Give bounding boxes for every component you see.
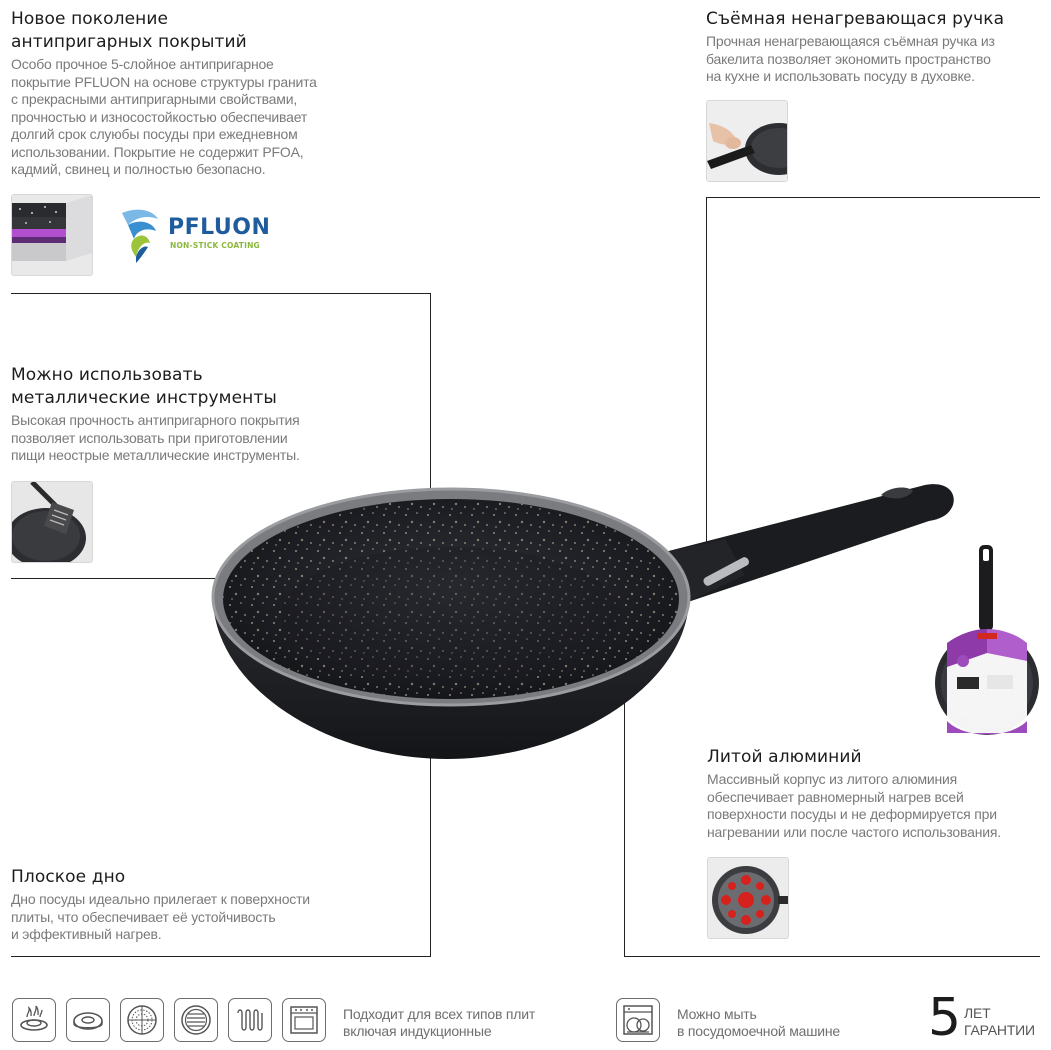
electric-plate-icon (66, 998, 110, 1042)
halogen-icon (174, 998, 218, 1042)
frying-pan-image (205, 475, 965, 775)
feature-flat-bottom (11, 866, 351, 944)
glass-ceramic-icon (120, 998, 164, 1042)
feature-handle-title: Съёмная ненагревающася ручка (706, 9, 1005, 29)
pfluon-logo-name: PFLUON (168, 215, 271, 240)
feature-metal-tools-description: Высокая прочность антипригарного покрытия позволяет использовать при приготовлении пищи неострые металлические инструменты. (11, 412, 300, 463)
feature-metal-tools (11, 364, 351, 465)
connector-handle-h (706, 197, 1040, 198)
coating-layers-thumbnail (11, 194, 93, 276)
oven-icon (282, 998, 326, 1042)
warranty-text: ЛЕТ ГАРАНТИИ (964, 1005, 1035, 1038)
induction-icon (228, 998, 272, 1042)
pfluon-logo (118, 205, 278, 267)
warranty-number: 5 (928, 988, 962, 1048)
handle-thumbnail (706, 100, 788, 182)
feature-flat-bottom-title: Плоское дно (11, 867, 126, 887)
pfluon-logo-tagline: NON-STICK COATING (170, 241, 260, 250)
connector-flat-bottom-v (430, 758, 431, 956)
dishwasher-text: Можно мыть в посудомоечной машине (677, 1006, 841, 1039)
feature-flat-bottom-description: Дно посуды идеально прилегает к поверхности плиты, что обеспечивает её устойчивость и эффективный нагрев. (11, 891, 310, 942)
stove-compatibility-text: Подходит для всех типов плит включая индукционные (343, 1006, 536, 1039)
connector-aluminium-h (624, 956, 1040, 957)
feature-coating-description: Особо прочное 5-слойное антипригарное покрытие PFLUON на основе структуры гранита с прекрасными антипригарными свойствами, прочностью и износостойкостью обеспечивает долгий срок слуюбы посуды при ежедневном использовании. Покрытие не содержит PFOA, кадмий, свинец и полностью безопасно. (11, 56, 317, 177)
packaged-pan-image (935, 543, 1045, 743)
connector-coating-h (11, 293, 430, 294)
spatula-thumbnail (11, 481, 93, 563)
feature-metal-tools-title: Можно использовать металлические инструменты (11, 365, 277, 408)
dishwasher-icon (616, 998, 660, 1042)
connector-flat-bottom-h (11, 956, 431, 957)
feature-aluminium-description: Массивный корпус из литого алюминия обеспечивает равномерный нагрев всей поверхности посуды и не деформируется при нагревании или после частого использования. (707, 771, 1001, 840)
feature-coating-title: Новое поколение антипригарных покрытий (11, 9, 247, 52)
pfluon-emblem-icon (118, 205, 164, 265)
feature-handle (706, 8, 1046, 86)
gas-burner-icon (12, 998, 56, 1042)
feature-aluminium-title: Литой алюминий (707, 747, 862, 767)
feature-handle-description: Прочная ненагревающаяся съёмная ручка из бакелита позволяет экономить пространство на кухне и использовать посуду в духовке. (706, 33, 995, 84)
heat-distribution-thumbnail (707, 857, 789, 939)
feature-coating (11, 8, 351, 179)
